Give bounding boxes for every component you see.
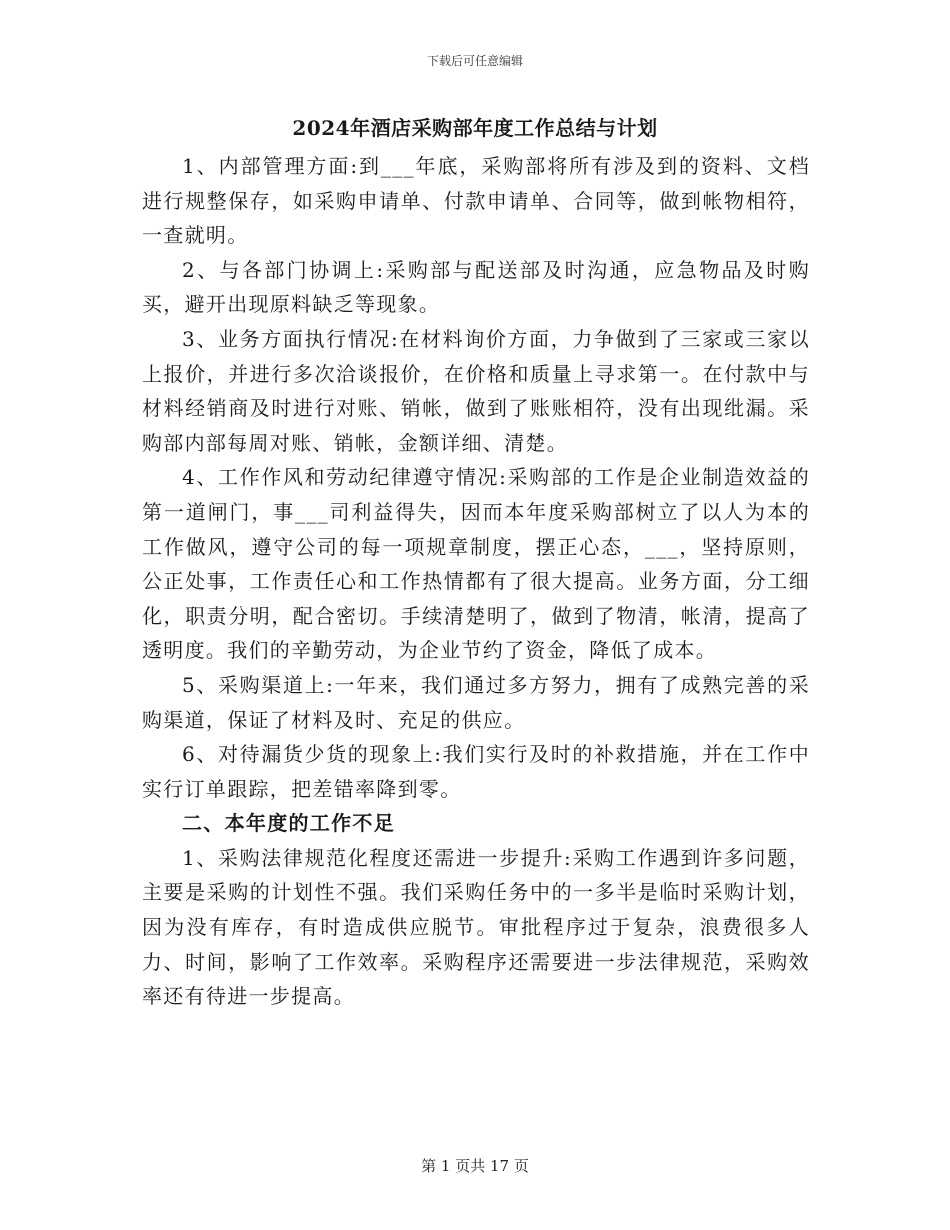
- paragraph-internal-management: 1、内部管理方面:到___年底，采购部将所有涉及到的资料、文档进行规整保存，如采购申请单、付款申请单、合同等，做到帐物相符，一查就明。: [142, 154, 810, 248]
- document-body: [142, 149, 810, 1014]
- paragraph-missing-goods: 6、对待漏货少货的现象上:我们实行及时的补救措施，并在工作中实行订单跟踪，把差错率降到零。: [142, 742, 810, 801]
- page-header-note: 下载后可任意编辑: [426, 54, 523, 68]
- paragraph-work-style-discipline: 4、工作作风和劳动纪律遵守情况:采购部的工作是企业制造效益的第一道闸门，事___司利益得失，因而本年度采购部树立了以人为本的工作做风，遵守公司的每一项规章制度，摆正心态，___，坚持原则，公正处事，工作责任心和工作热情都有了很大提高。业务方面，分工细化，职责分明，配合密切。手续清楚明了，做到了物清，帐清，提高了透明度。我们的辛勤劳动，为企业节约了资金，降低了成本。: [142, 465, 810, 663]
- page-number: 第 1 页共 17 页: [421, 1157, 529, 1175]
- paragraph-business-execution: 3、业务方面执行情况:在材料询价方面，力争做到了三家或三家以上报价，并进行多次洽谈报价，在价格和质量上寻求第一。在付款中与材料经销商及时进行对账、销帐，做到了账账相符，没有出现纰漏。采购部内部每周对账、销帐，金额详细、清楚。: [142, 326, 810, 455]
- paragraph-purchase-channels: 5、采购渠道上:一年来，我们通过多方努力，拥有了成熟完善的采购渠道，保证了材料及时、充足的供应。: [142, 672, 810, 732]
- paragraph-legal-standardization: 1、采购法律规范化程度还需进一步提升:采购工作遇到许多问题，主要是采购的计划性不强。我们采购任务中的一多半是临时采购计划，因为没有库存，有时造成供应脱节。审批程序过于复杂，浪费很多人力、时间，影响了工作效率。采购程序还需要进一步法律规范，采购效率还有待进一步提高。: [142, 845, 810, 1009]
- paragraph-department-coordination: 2、与各部门协调上:采购部与配送部及时沟通，应急物品及时购买，避开出现原料缺乏等现象。: [142, 257, 810, 317]
- document-title: 2024年酒店采购部年度工作总结与计划: [292, 116, 658, 140]
- section-heading-shortcomings: 二、本年度的工作不足: [182, 811, 395, 836]
